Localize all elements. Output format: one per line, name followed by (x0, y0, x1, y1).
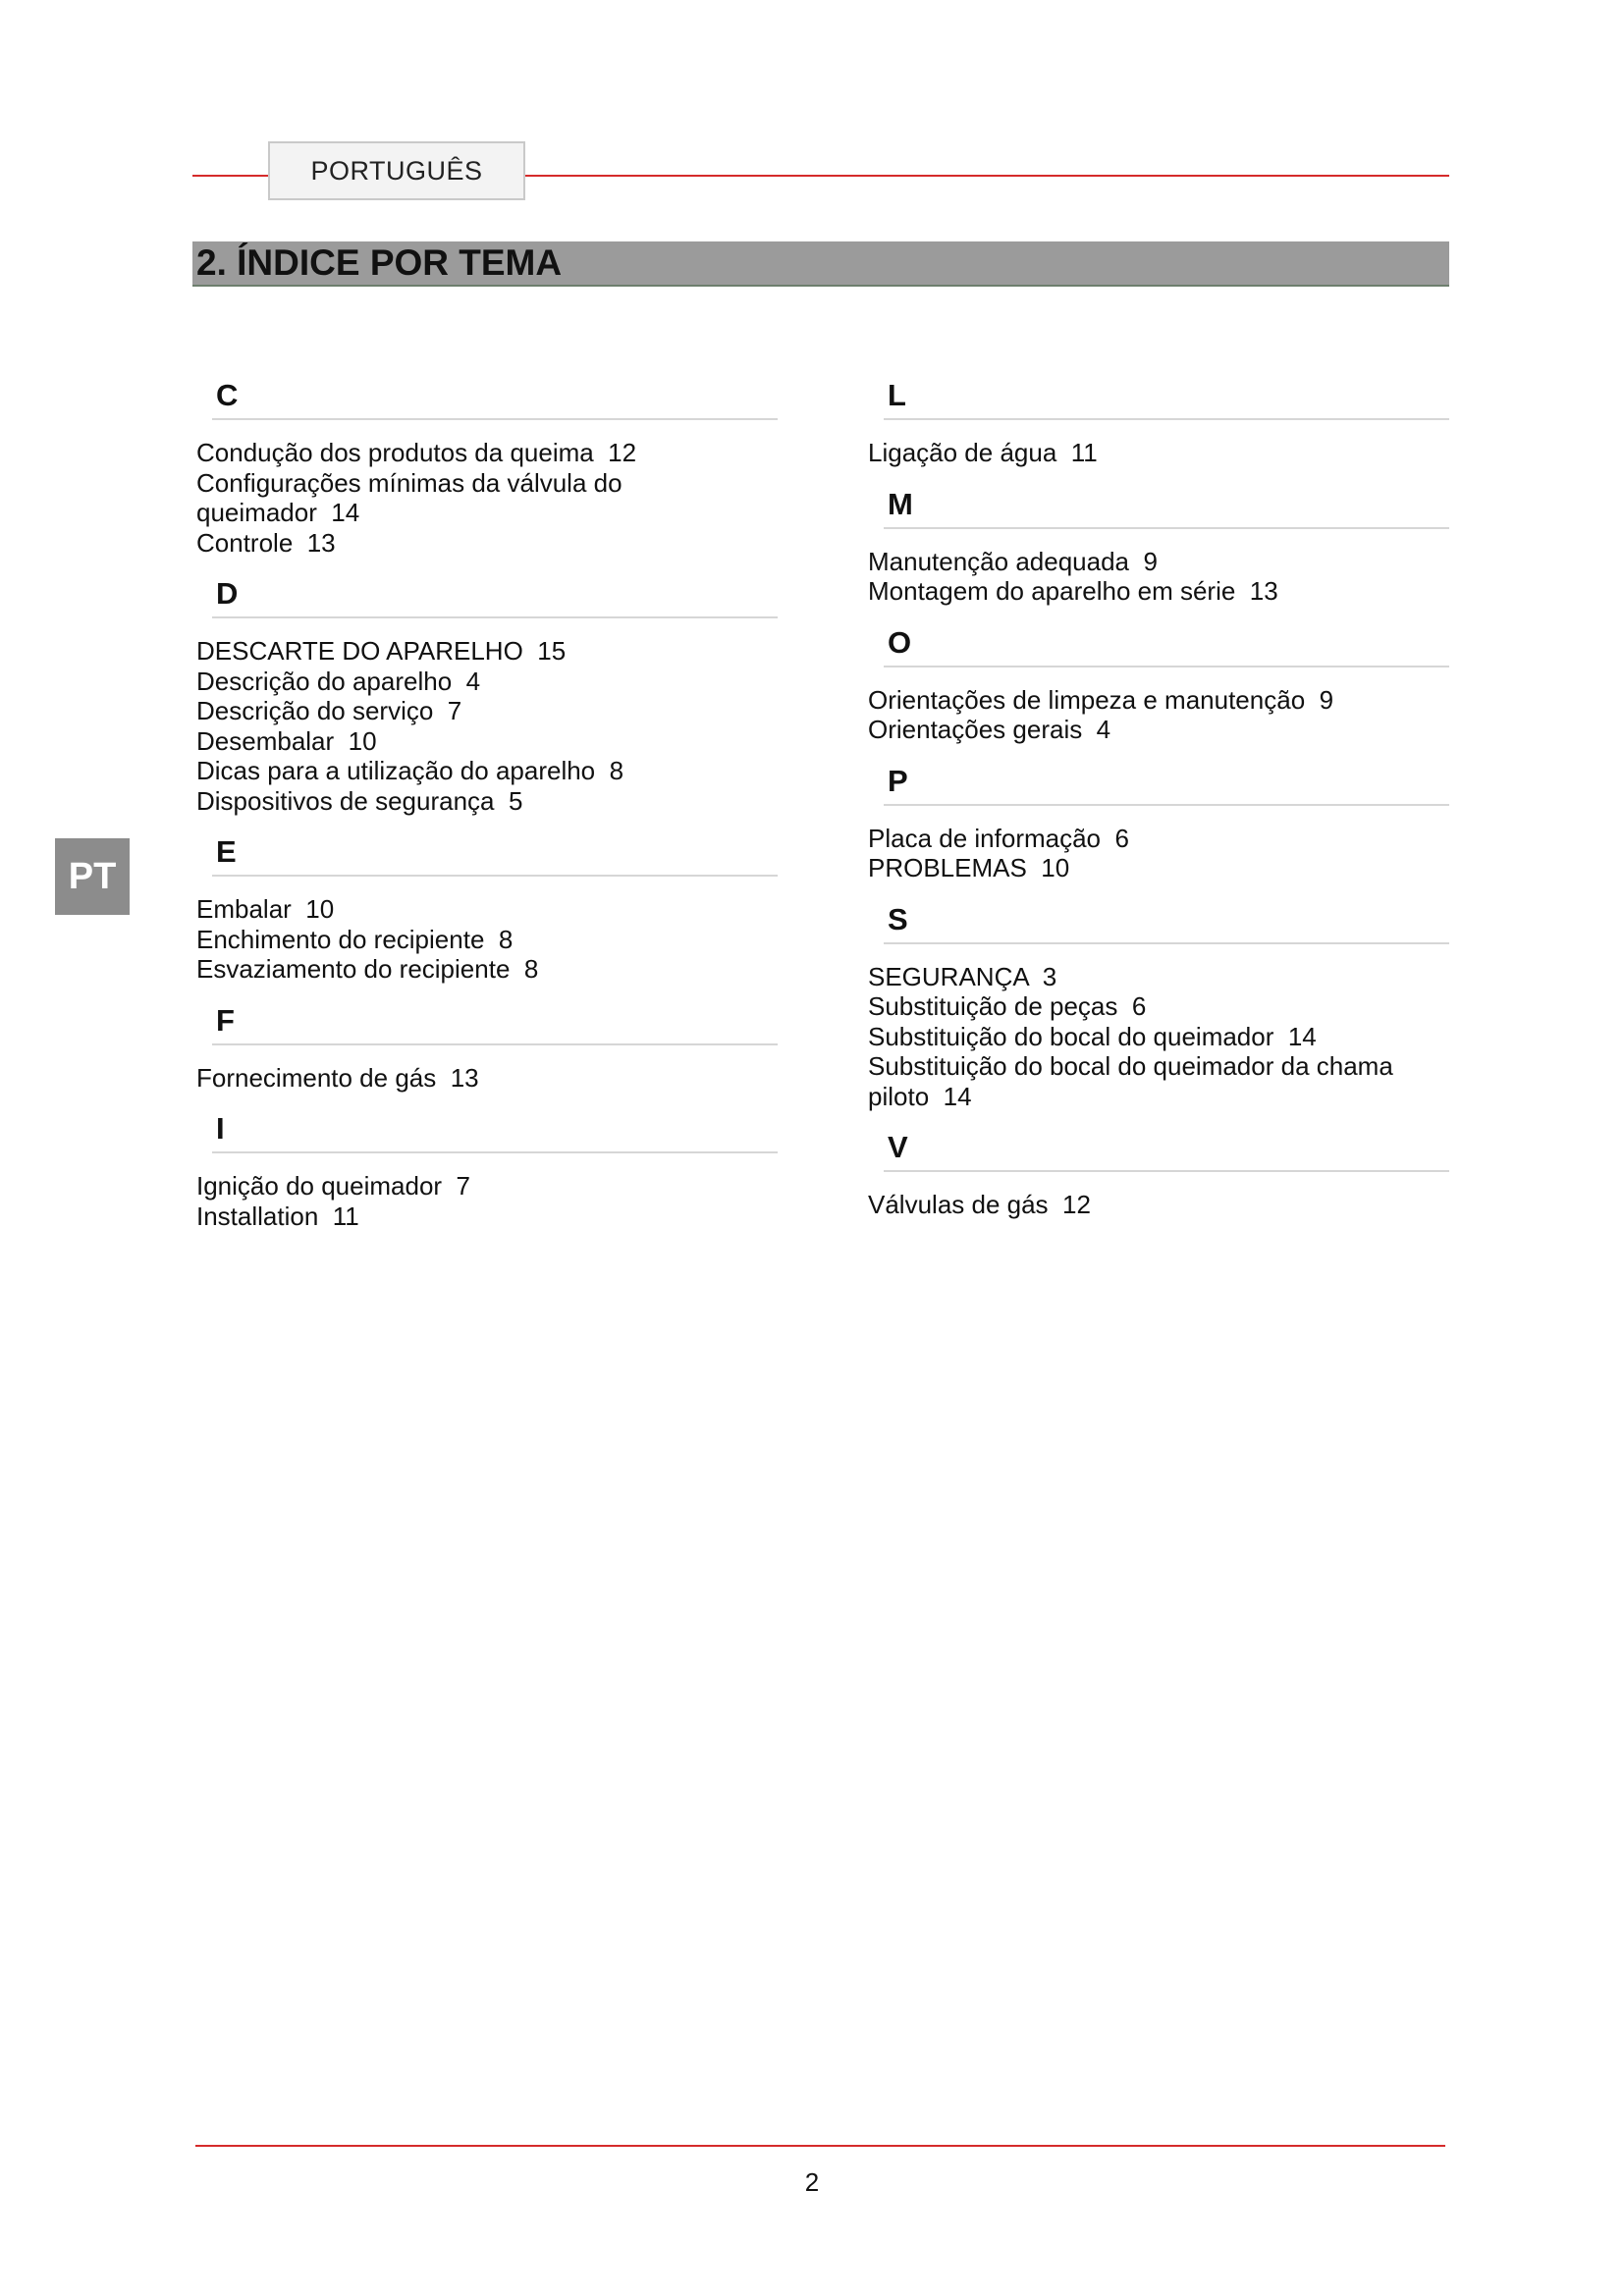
section-divider (884, 804, 1449, 806)
section-letter: S (888, 901, 908, 936)
section-divider (884, 527, 1449, 529)
header-rule-right (524, 175, 1449, 177)
index-entry: Manutenção adequada 9 (868, 546, 1158, 576)
index-entry: queimador 14 (196, 498, 360, 527)
language-tab: PORTUGUÊS (268, 141, 525, 200)
index-entry: piloto 14 (868, 1081, 972, 1111)
index-entry: Embalar 10 (196, 894, 335, 924)
index-entry: Condução dos produtos da queima 12 (196, 438, 637, 467)
section-title: 2. ÍNDICE POR TEMA (196, 242, 563, 283)
section-divider (884, 418, 1449, 420)
index-entry: Substituição do bocal do queimador da chama (868, 1051, 1393, 1081)
index-column-right (868, 375, 1449, 1236)
section-divider (212, 1151, 778, 1153)
section-letter: V (888, 1130, 908, 1164)
index-entry: Orientações gerais 4 (868, 715, 1111, 744)
index-entry: DESCARTE DO APARELHO 15 (196, 636, 567, 666)
section-letter: I (216, 1111, 225, 1146)
index-section (196, 1108, 778, 1231)
index-entry: Enchimento do recipiente 8 (196, 924, 514, 954)
index-entry: Configurações mínimas da válvula do (196, 467, 623, 498)
page-number: 2 (804, 2167, 820, 2197)
index-entry: Orientações de limpeza e manutenção 9 (868, 684, 1334, 715)
index-section (868, 899, 1449, 1112)
index-entry: Dispositivos de segurança 5 (196, 785, 523, 816)
section-divider (212, 1043, 778, 1045)
section-letter: O (888, 624, 912, 660)
section-letter: C (216, 378, 239, 412)
section-divider (212, 875, 778, 877)
index-entry: Descrição do aparelho 4 (196, 666, 481, 696)
index-section (868, 622, 1449, 745)
section-letter: D (216, 576, 239, 611)
section-divider (884, 666, 1449, 667)
section-letter: P (888, 763, 908, 798)
index-section (868, 484, 1449, 607)
section-title-bar (192, 241, 1449, 287)
language-side-tab: PT (55, 838, 130, 915)
index-entry: SEGURANÇA 3 (868, 961, 1057, 991)
index-entry: Substituição do bocal do queimador 14 (868, 1021, 1317, 1051)
index-entry: Controle 13 (196, 527, 336, 558)
index-entry: Descrição do serviço 7 (196, 696, 462, 725)
index-entry: Substituição de peças 6 (868, 991, 1147, 1021)
index-entry: Válvulas de gás 12 (868, 1190, 1091, 1219)
index-column-left (196, 375, 778, 1247)
section-letter: L (888, 378, 906, 412)
index-entry: Dicas para a utilização do aparelho 8 (196, 756, 624, 785)
index-section (196, 573, 778, 816)
section-divider (212, 418, 778, 420)
index-entry: Ignição do queimador 7 (196, 1171, 470, 1201)
index-entry: Ligação de água 11 (868, 438, 1098, 467)
index-entry: Esvaziamento do recipiente 8 (196, 954, 539, 984)
index-entry: Fornecimento de gás 13 (196, 1062, 479, 1093)
footer-rule (195, 2145, 1445, 2147)
section-divider (884, 942, 1449, 944)
index-section (868, 1127, 1449, 1220)
section-divider (212, 616, 778, 618)
index-entry: Placa de informação 6 (868, 823, 1129, 853)
section-letter: E (216, 834, 237, 869)
section-letter: F (216, 1002, 235, 1038)
index-entry: Desembalar 10 (196, 725, 377, 756)
header-rule-left (192, 175, 269, 177)
index-entry: Montagem do aparelho em série 13 (868, 576, 1278, 606)
index-entry: PROBLEMAS 10 (868, 853, 1070, 882)
index-section (868, 375, 1449, 468)
index-section (196, 1000, 778, 1094)
index-section (196, 375, 778, 558)
section-letter: M (888, 486, 913, 521)
index-section (868, 761, 1449, 883)
index-entry: Installation 11 (196, 1201, 359, 1231)
index-section (196, 831, 778, 985)
section-divider (884, 1170, 1449, 1172)
